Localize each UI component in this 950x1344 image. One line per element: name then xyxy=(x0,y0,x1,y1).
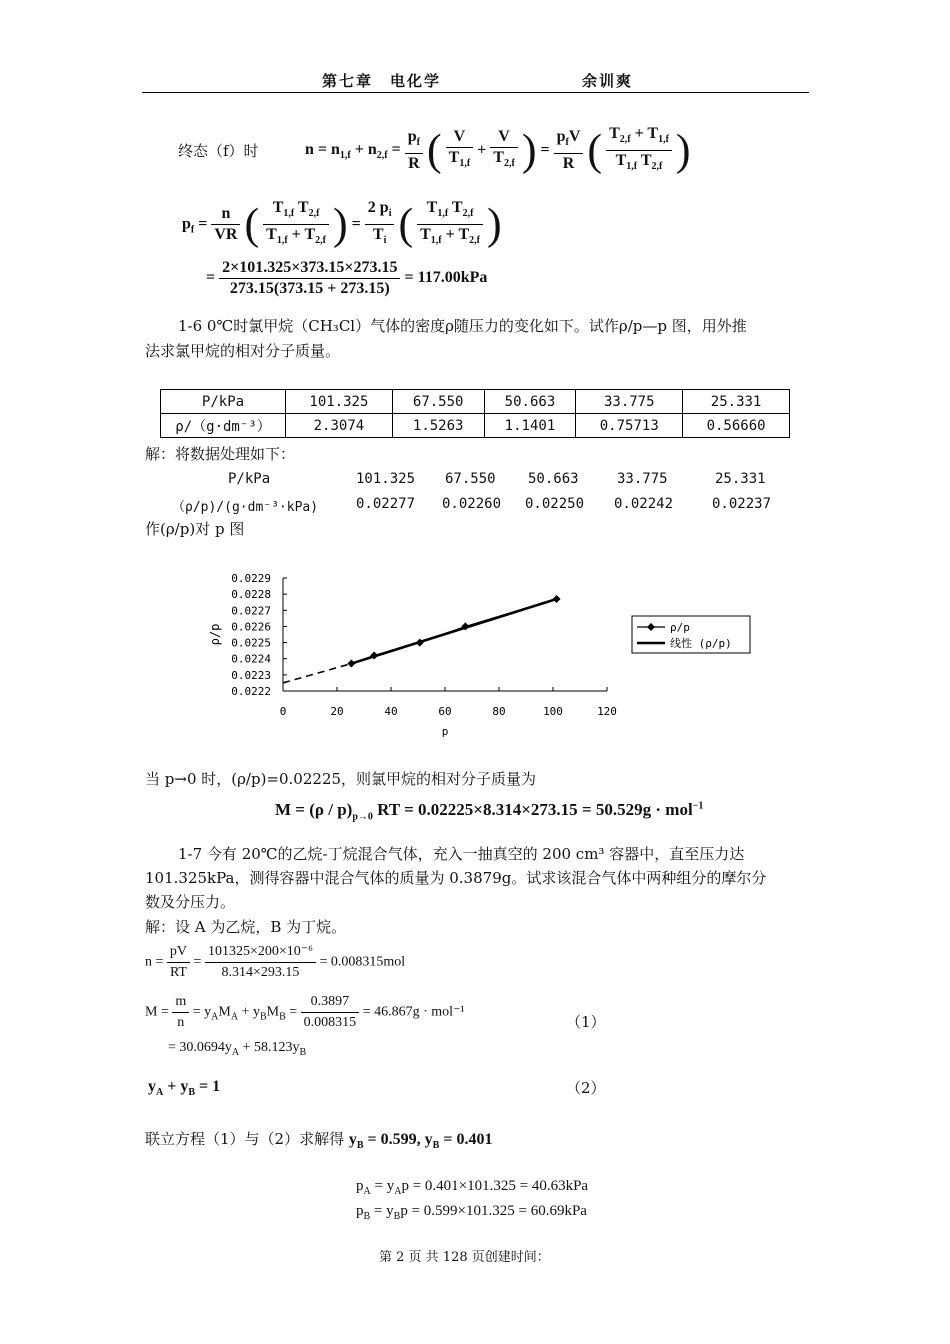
t-product-over-sum-2: $\frac{T_{1,f} T_{2,f}}{T_{1,f} + T_{2,f}}$ xyxy=(417,198,483,251)
pf-numeric-fraction: $\frac{2\times 101.325\times 373.15\times 273.15}{273.15(373.15 + 273.15)}$ xyxy=(219,258,400,299)
page-footer: 第 2 页 共 128 页创建时间： xyxy=(379,1250,550,1265)
y-tick-label: 0.0229 xyxy=(231,572,271,585)
rho-over-p-value: 0.02250 xyxy=(525,496,585,512)
2pi-over-ti: $\frac{2 p_i}{T_i}$ xyxy=(365,198,395,251)
solution-1-6-intro: 解：将数据处理如下： xyxy=(145,445,296,463)
x-axis-title: p xyxy=(441,725,449,738)
p-value: 67.550 xyxy=(445,471,496,487)
rho-over-p-value: 0.02242 xyxy=(614,496,674,512)
x-tick-label: 80 xyxy=(492,705,506,718)
data-point xyxy=(416,639,424,647)
y-tick-label: 0.0226 xyxy=(231,620,271,634)
pf-numeric-equation: = $\frac{2\times 101.325\times 373.15\times 273.15}{273.15(373.15 + 273.15)}$ = 117.00kPa xyxy=(206,259,488,297)
n-over-vr: $\frac{n}{VR}$ xyxy=(211,204,240,245)
table-cell: 1.5263 xyxy=(392,414,484,438)
rho-over-p-value: 0.02260 xyxy=(442,496,502,512)
x-tick-label: 60 xyxy=(438,705,452,718)
table-cell: 2.3074 xyxy=(286,414,393,438)
x-tick-label: 20 xyxy=(330,705,344,718)
moles-equation: n = $\frac{pV}{RT}$ = $\frac{\text{101325×200×10⁻⁶}}{8.314\times 293.15}$ = 0.008315mol xyxy=(145,944,406,980)
table-header-pressure: P/kPa xyxy=(161,390,286,414)
data-point xyxy=(553,595,561,603)
table-cell: 1.1401 xyxy=(484,414,576,438)
extrapolation-line xyxy=(283,664,351,683)
solution-1-7-intro: 解：设 A 为乙烷，B 为丁烷。 xyxy=(145,918,347,936)
table-header-density: ρ/（g·dm⁻³） xyxy=(161,414,286,438)
problem-1-7-line2: 101.325kPa，测得容器中混合气体的质量为 0.3879g。试求该混合气体中两种组分的摩尔分 xyxy=(145,869,767,887)
x-tick-label: 120 xyxy=(597,705,617,718)
partial-pressure-a: $p_A = y_Ap = 0.401\times 101.325 = 40.63kPa$ xyxy=(356,1178,589,1197)
table-cell: 50.663 xyxy=(484,390,576,414)
p-value: 101.325 xyxy=(356,471,416,487)
y-axis-title: ρ/p xyxy=(208,623,222,646)
table-cell: 0.56660 xyxy=(683,414,790,438)
result-1-6-text: 当 p→0 时，(ρ/p)=0.02225，则氯甲烷的相对分子质量为 xyxy=(145,770,537,788)
mole-fraction-solution: $y_B = 0.599$, $y_B = 0.401$ xyxy=(348,1131,493,1152)
t-sum-over-t-product: $\frac{T_{2,f} + T_{1,f}}{T_{1,f} T_{2,f}}$ xyxy=(606,124,672,177)
equation-tag-1: （1） xyxy=(566,1013,606,1031)
header-rule xyxy=(142,92,809,93)
p-value: 25.331 xyxy=(715,471,766,487)
y-tick-label: 0.0228 xyxy=(231,588,271,602)
problem-1-6-line2: 法求氯甲烷的相对分子质量。 xyxy=(145,342,341,360)
final-state-equation: $n = n_{1,f} + n_{2,f}$ = $\frac{p_f}{R}$ ( $\frac{V}{T_{1,f}}$ + $\frac{V}{T_{2,f}}$ ) = $\frac{p_fV}{R}$ ( $\frac{T_{2,f} + T_{1,f}}{T_{1,f} T_{2,f}}$ ) xyxy=(305,124,691,177)
combine-line: 联立方程（1）与（2）求解得 $y_B = 0.599$, $y_B = 0.401$ xyxy=(145,1130,493,1152)
v-over-t2: $\frac{V}{T_{2,f}}$ xyxy=(490,127,518,174)
table-row xyxy=(161,390,790,414)
table-cell: 67.550 xyxy=(392,390,484,414)
table-cell: 101.325 xyxy=(286,390,393,414)
table-cell: 0.75713 xyxy=(576,414,683,438)
table-cell: 25.331 xyxy=(683,390,790,414)
problem-1-6-line1: 1-6 0℃时氯甲烷（CH₃Cl）气体的密度ρ随压力的变化如下。试作ρ/p—p 图，用外推 xyxy=(178,317,747,335)
y-tick-label: 0.0224 xyxy=(231,652,271,666)
chapter-title: 第七章 电化学 xyxy=(322,72,442,90)
rho-p-chart xyxy=(195,565,765,745)
partial-pressure-b: $p_B = y_Bp = 0.599\times 101.325 = 60.69kPa$ xyxy=(356,1203,587,1222)
equation-tag-2: （2） xyxy=(566,1079,606,1097)
n-eq-lhs: $n = n_{1,f} + n_{2,f}$ = xyxy=(305,141,405,162)
average-molar-mass-line2: = $30.0694y_A + 58.123y_B$ xyxy=(168,1040,307,1058)
legend-label-linear: 线性 (ρ/p) xyxy=(670,637,732,650)
pf-equation: $p_f$ = $\frac{n}{VR}$ ( $\frac{T_{1,f} T_{2,f}}{T_{1,f} + T_{2,f}}$ ) = $\frac{2 p_i}{T_i}$ ( $\frac{T_{1,f} T_{2,f}}{T_{1,f} + T_{2,f}}$ ) xyxy=(182,198,502,251)
t-product-over-sum-1: $\frac{T_{1,f} T_{2,f}}{T_{1,f} + T_{2,f}}$ xyxy=(263,198,329,251)
x-tick-label: 40 xyxy=(384,705,398,718)
author-name: 余训爽 xyxy=(582,72,634,90)
mole-fraction-sum: $y_A + y_B = 1$ xyxy=(148,1078,221,1099)
average-molar-mass-equation: M = $\frac{m}{n}$ = $y_AM_A + y_BM_B$ = $\frac{0.3897}{0.008315}$ = 46.867g · mol⁻¹ xyxy=(145,994,465,1030)
x-tick-label: 0 xyxy=(279,705,287,718)
data-table xyxy=(160,389,790,438)
table-cell: 33.775 xyxy=(576,390,683,414)
y-tick-label: 0.0225 xyxy=(231,636,271,650)
y-tick-label: 0.0227 xyxy=(231,604,271,618)
plot-caption: 作(ρ/p)对 p 图 xyxy=(145,520,245,538)
p-value: 50.663 xyxy=(528,471,579,487)
data-point xyxy=(347,660,355,668)
y-tick-label: 0.0223 xyxy=(231,668,271,682)
legend-label-series: ρ/p xyxy=(670,621,690,634)
pf-over-R: $\frac{p_f}{R}$ xyxy=(405,127,423,174)
pfv-over-r: $\frac{p_fV}{R}$ xyxy=(554,127,584,174)
rho-over-p-value: 0.02237 xyxy=(712,496,772,512)
p-row-label: P/kPa xyxy=(228,471,271,487)
problem-1-7-line3: 数及分压力。 xyxy=(145,893,236,911)
problem-1-7-line1: 1-7 今有 20℃的乙烷-丁烷混合气体，充入一抽真空的 200 cm³ 容器中，直至压力达 xyxy=(178,845,745,863)
molar-mass-formula: $M = (\rho / p)_{p\to 0}$ RT = 0.02225×8.314×273.15 = 50.529g · mol$^{-1}$ xyxy=(275,800,704,823)
rho-over-p-value: 0.02277 xyxy=(356,496,416,512)
p-value: 33.775 xyxy=(617,471,668,487)
x-tick-label: 100 xyxy=(543,705,563,718)
y-tick-label: 0.0222 xyxy=(231,685,271,698)
v-over-t1: $\frac{V}{T_{1,f}}$ xyxy=(446,127,474,174)
rho-over-p-row-label: （ρ/p)/(g·dm⁻³·kPa) xyxy=(172,500,319,515)
table-row xyxy=(161,414,790,438)
final-state-label: 终态（f）时 xyxy=(178,142,259,160)
